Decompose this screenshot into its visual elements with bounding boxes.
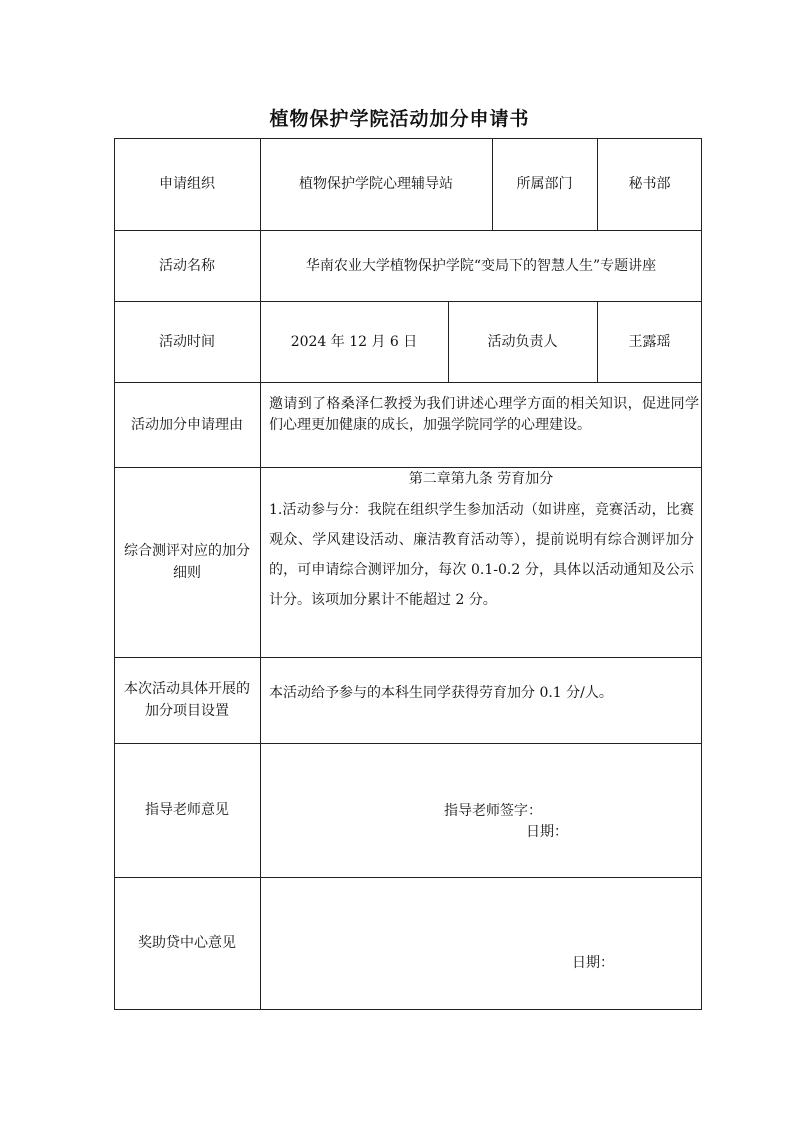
org-value: 植物保护学院心理辅导站 (299, 176, 453, 192)
detail-value: 1.活动参与分：我院在组织学生参加活动（如讲座，竞赛活动，比赛观众、学风建设活动、廉洁教育活动等），提前说明有综合测评加分的，可申请综合测评加分，每次 0.1-0.2 分，具体以活动通知及公示计分。该项加分累计不能超过 2 分。 (269, 502, 694, 608)
activity-time-label: 活动时间 (159, 333, 215, 350)
dept-value: 秘书部 (628, 176, 671, 192)
teacher-date-label: 日期： (526, 824, 568, 840)
leader-label: 活动负责人 (487, 333, 558, 350)
setting-value: 本活动给予参与的本科生同学获得劳育加分 0.1 分/人。 (269, 685, 613, 701)
activity-time-value: 2024 年 12 月 6 日 (290, 333, 418, 350)
activity-name-label: 活动名称 (159, 257, 215, 274)
dept-label: 所属部门 (516, 176, 573, 192)
detail-label: 综合测评对应的加分细则 (124, 543, 250, 581)
teacher-opinion-label: 指导老师意见 (145, 802, 229, 818)
activity-name-value: 华南农业大学植物保护学院“变局下的智慧人生”专题讲座 (305, 257, 657, 274)
application-form-table (114, 138, 702, 1010)
reason-value: 邀请到了格桑泽仁教授为我们讲述心理学方面的相关知识，促进同学们心理更加健康的成长，加强学院同学的心理建设。 (269, 396, 699, 433)
center-opinion-label: 奖助贷中心意见 (138, 935, 236, 951)
setting-label: 本次活动具体开展的加分项目设置 (124, 681, 250, 719)
reason-label: 活动加分申请理由 (131, 416, 243, 433)
detail-heading: 第二章第九条 劳育加分 (408, 471, 554, 487)
center-date-label: 日期： (572, 955, 614, 971)
table-border-line (114, 1009, 702, 1010)
teacher-sign-label: 指导老师签字： (444, 803, 542, 819)
org-label: 申请组织 (159, 176, 215, 192)
page-title: 植物保护学院活动加分申请书 (269, 108, 530, 130)
leader-value: 王露瑶 (628, 333, 671, 350)
